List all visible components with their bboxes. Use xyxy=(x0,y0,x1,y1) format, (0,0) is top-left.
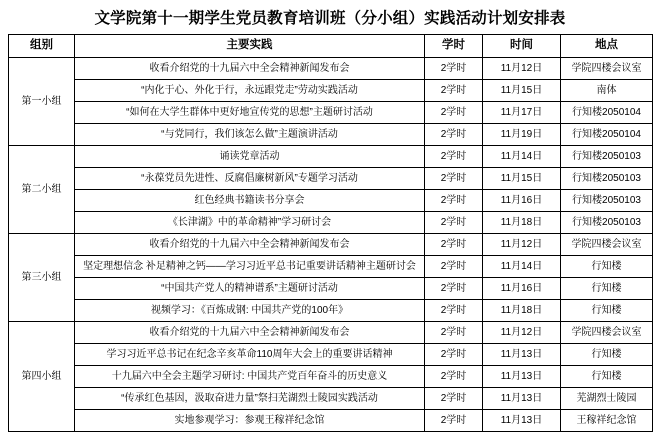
hours-cell: 2学时 xyxy=(425,300,483,322)
time-cell: 11月19日 xyxy=(483,124,561,146)
practice-cell: 实地参观学习：参观王稼祥纪念馆 xyxy=(75,410,425,432)
time-cell: 11月14日 xyxy=(483,146,561,168)
table-row xyxy=(9,58,653,80)
time-cell: 11月13日 xyxy=(483,410,561,432)
place-cell: 行知楼 xyxy=(561,344,653,366)
practice-cell: 坚定理想信念 补足精神之钙——学习习近平总书记重要讲话精神主题研讨会 xyxy=(75,256,425,278)
place-cell: 行知楼2050103 xyxy=(561,168,653,190)
time-cell: 11月18日 xyxy=(483,212,561,234)
practice-cell: 《长津湖》中的革命精神”学习研讨会 xyxy=(75,212,425,234)
time-cell: 11月15日 xyxy=(483,168,561,190)
time-cell: 11月16日 xyxy=(483,190,561,212)
group-name-cell: 第二小组 xyxy=(9,146,75,234)
practice-cell: “永葆党员先进性、反腐倡廉树新风”专题学习活动 xyxy=(75,168,425,190)
hours-cell: 2学时 xyxy=(425,410,483,432)
table-row xyxy=(9,388,653,410)
time-cell: 11月16日 xyxy=(483,278,561,300)
table-row xyxy=(9,322,653,344)
practice-cell: “中国共产党人的精神谱系”主题研讨活动 xyxy=(75,278,425,300)
place-cell: 学院四楼会议室 xyxy=(561,58,653,80)
group-name-cell: 第三小组 xyxy=(9,234,75,322)
column-header-hours: 学时 xyxy=(425,35,483,58)
hours-cell: 2学时 xyxy=(425,146,483,168)
time-cell: 11月18日 xyxy=(483,300,561,322)
practice-cell: “传承红色基因，汲取奋进力量”祭扫芜湖烈士陵园实践活动 xyxy=(75,388,425,410)
column-header-practice: 主要实践 xyxy=(75,35,425,58)
table-row xyxy=(9,256,653,278)
time-cell: 11月13日 xyxy=(483,344,561,366)
table-row xyxy=(9,300,653,322)
table-header-row xyxy=(9,35,653,58)
hours-cell: 2学时 xyxy=(425,322,483,344)
hours-cell: 2学时 xyxy=(425,388,483,410)
practice-cell: 诵读党章活动 xyxy=(75,146,425,168)
place-cell: 行知楼 xyxy=(561,256,653,278)
practice-cell: 收看介绍党的十九届六中全会精神新闻发布会 xyxy=(75,58,425,80)
place-cell: 学院四楼会议室 xyxy=(561,322,653,344)
practice-cell: “内化于心、外化于行，永远跟党走”劳动实践活动 xyxy=(75,80,425,102)
column-header-time: 时间 xyxy=(483,35,561,58)
place-cell: 行知楼2050103 xyxy=(561,146,653,168)
place-cell: 行知楼 xyxy=(561,366,653,388)
place-cell: 行知楼 xyxy=(561,278,653,300)
hours-cell: 2学时 xyxy=(425,58,483,80)
place-cell: 行知楼2050103 xyxy=(561,190,653,212)
hours-cell: 2学时 xyxy=(425,80,483,102)
time-cell: 11月12日 xyxy=(483,234,561,256)
hours-cell: 2学时 xyxy=(425,256,483,278)
table-header xyxy=(9,35,653,58)
column-header-place: 地点 xyxy=(561,35,653,58)
practice-cell: 学习习近平总书记在纪念辛亥革命110周年大会上的重要讲话精神 xyxy=(75,344,425,366)
time-cell: 11月17日 xyxy=(483,102,561,124)
table-row xyxy=(9,168,653,190)
table-row xyxy=(9,366,653,388)
practice-cell: 视频学习：《百炼成钢: 中国共产党的100年》 xyxy=(75,300,425,322)
place-cell: 行知楼2050104 xyxy=(561,102,653,124)
time-cell: 11月12日 xyxy=(483,322,561,344)
place-cell: 学院四楼会议室 xyxy=(561,234,653,256)
place-cell: 行知楼 xyxy=(561,300,653,322)
hours-cell: 2学时 xyxy=(425,234,483,256)
column-header-group: 组别 xyxy=(9,35,75,58)
table-row xyxy=(9,124,653,146)
place-cell: 行知楼2050104 xyxy=(561,124,653,146)
table-row xyxy=(9,190,653,212)
hours-cell: 2学时 xyxy=(425,344,483,366)
table-body xyxy=(9,58,653,432)
place-cell: 王稼祥纪念馆 xyxy=(561,410,653,432)
table-row xyxy=(9,146,653,168)
hours-cell: 2学时 xyxy=(425,212,483,234)
time-cell: 11月12日 xyxy=(483,58,561,80)
time-cell: 11月13日 xyxy=(483,366,561,388)
group-name-cell: 第四小组 xyxy=(9,322,75,432)
hours-cell: 2学时 xyxy=(425,190,483,212)
practice-cell: “与党同行，我们该怎么做”主题演讲活动 xyxy=(75,124,425,146)
table-row xyxy=(9,80,653,102)
practice-cell: 收看介绍党的十九届六中全会精神新闻发布会 xyxy=(75,234,425,256)
table-row xyxy=(9,234,653,256)
table-row xyxy=(9,344,653,366)
practice-cell: 十九届六中全会主题学习研讨: 中国共产党百年奋斗的历史意义 xyxy=(75,366,425,388)
hours-cell: 2学时 xyxy=(425,168,483,190)
table-row xyxy=(9,410,653,432)
time-cell: 11月14日 xyxy=(483,256,561,278)
schedule-table xyxy=(8,34,653,432)
group-name-cell: 第一小组 xyxy=(9,58,75,146)
practice-cell: “如何在大学生群体中更好地宣传党的思想”主题研讨活动 xyxy=(75,102,425,124)
time-cell: 11月13日 xyxy=(483,388,561,410)
hours-cell: 2学时 xyxy=(425,124,483,146)
time-cell: 11月15日 xyxy=(483,80,561,102)
hours-cell: 2学时 xyxy=(425,102,483,124)
place-cell: 行知楼2050103 xyxy=(561,212,653,234)
table-row xyxy=(9,278,653,300)
place-cell: 芜湖烈士陵园 xyxy=(561,388,653,410)
page-title: 文学院第十一期学生党员教育培训班（分小组）实践活动计划安排表 xyxy=(94,10,566,27)
place-cell: 南体 xyxy=(561,80,653,102)
hours-cell: 2学时 xyxy=(425,366,483,388)
table-row xyxy=(9,102,653,124)
practice-cell: 收看介绍党的十九届六中全会精神新闻发布会 xyxy=(75,322,425,344)
table-row xyxy=(9,212,653,234)
practice-cell: 红色经典书籍读书分享会 xyxy=(75,190,425,212)
hours-cell: 2学时 xyxy=(425,278,483,300)
